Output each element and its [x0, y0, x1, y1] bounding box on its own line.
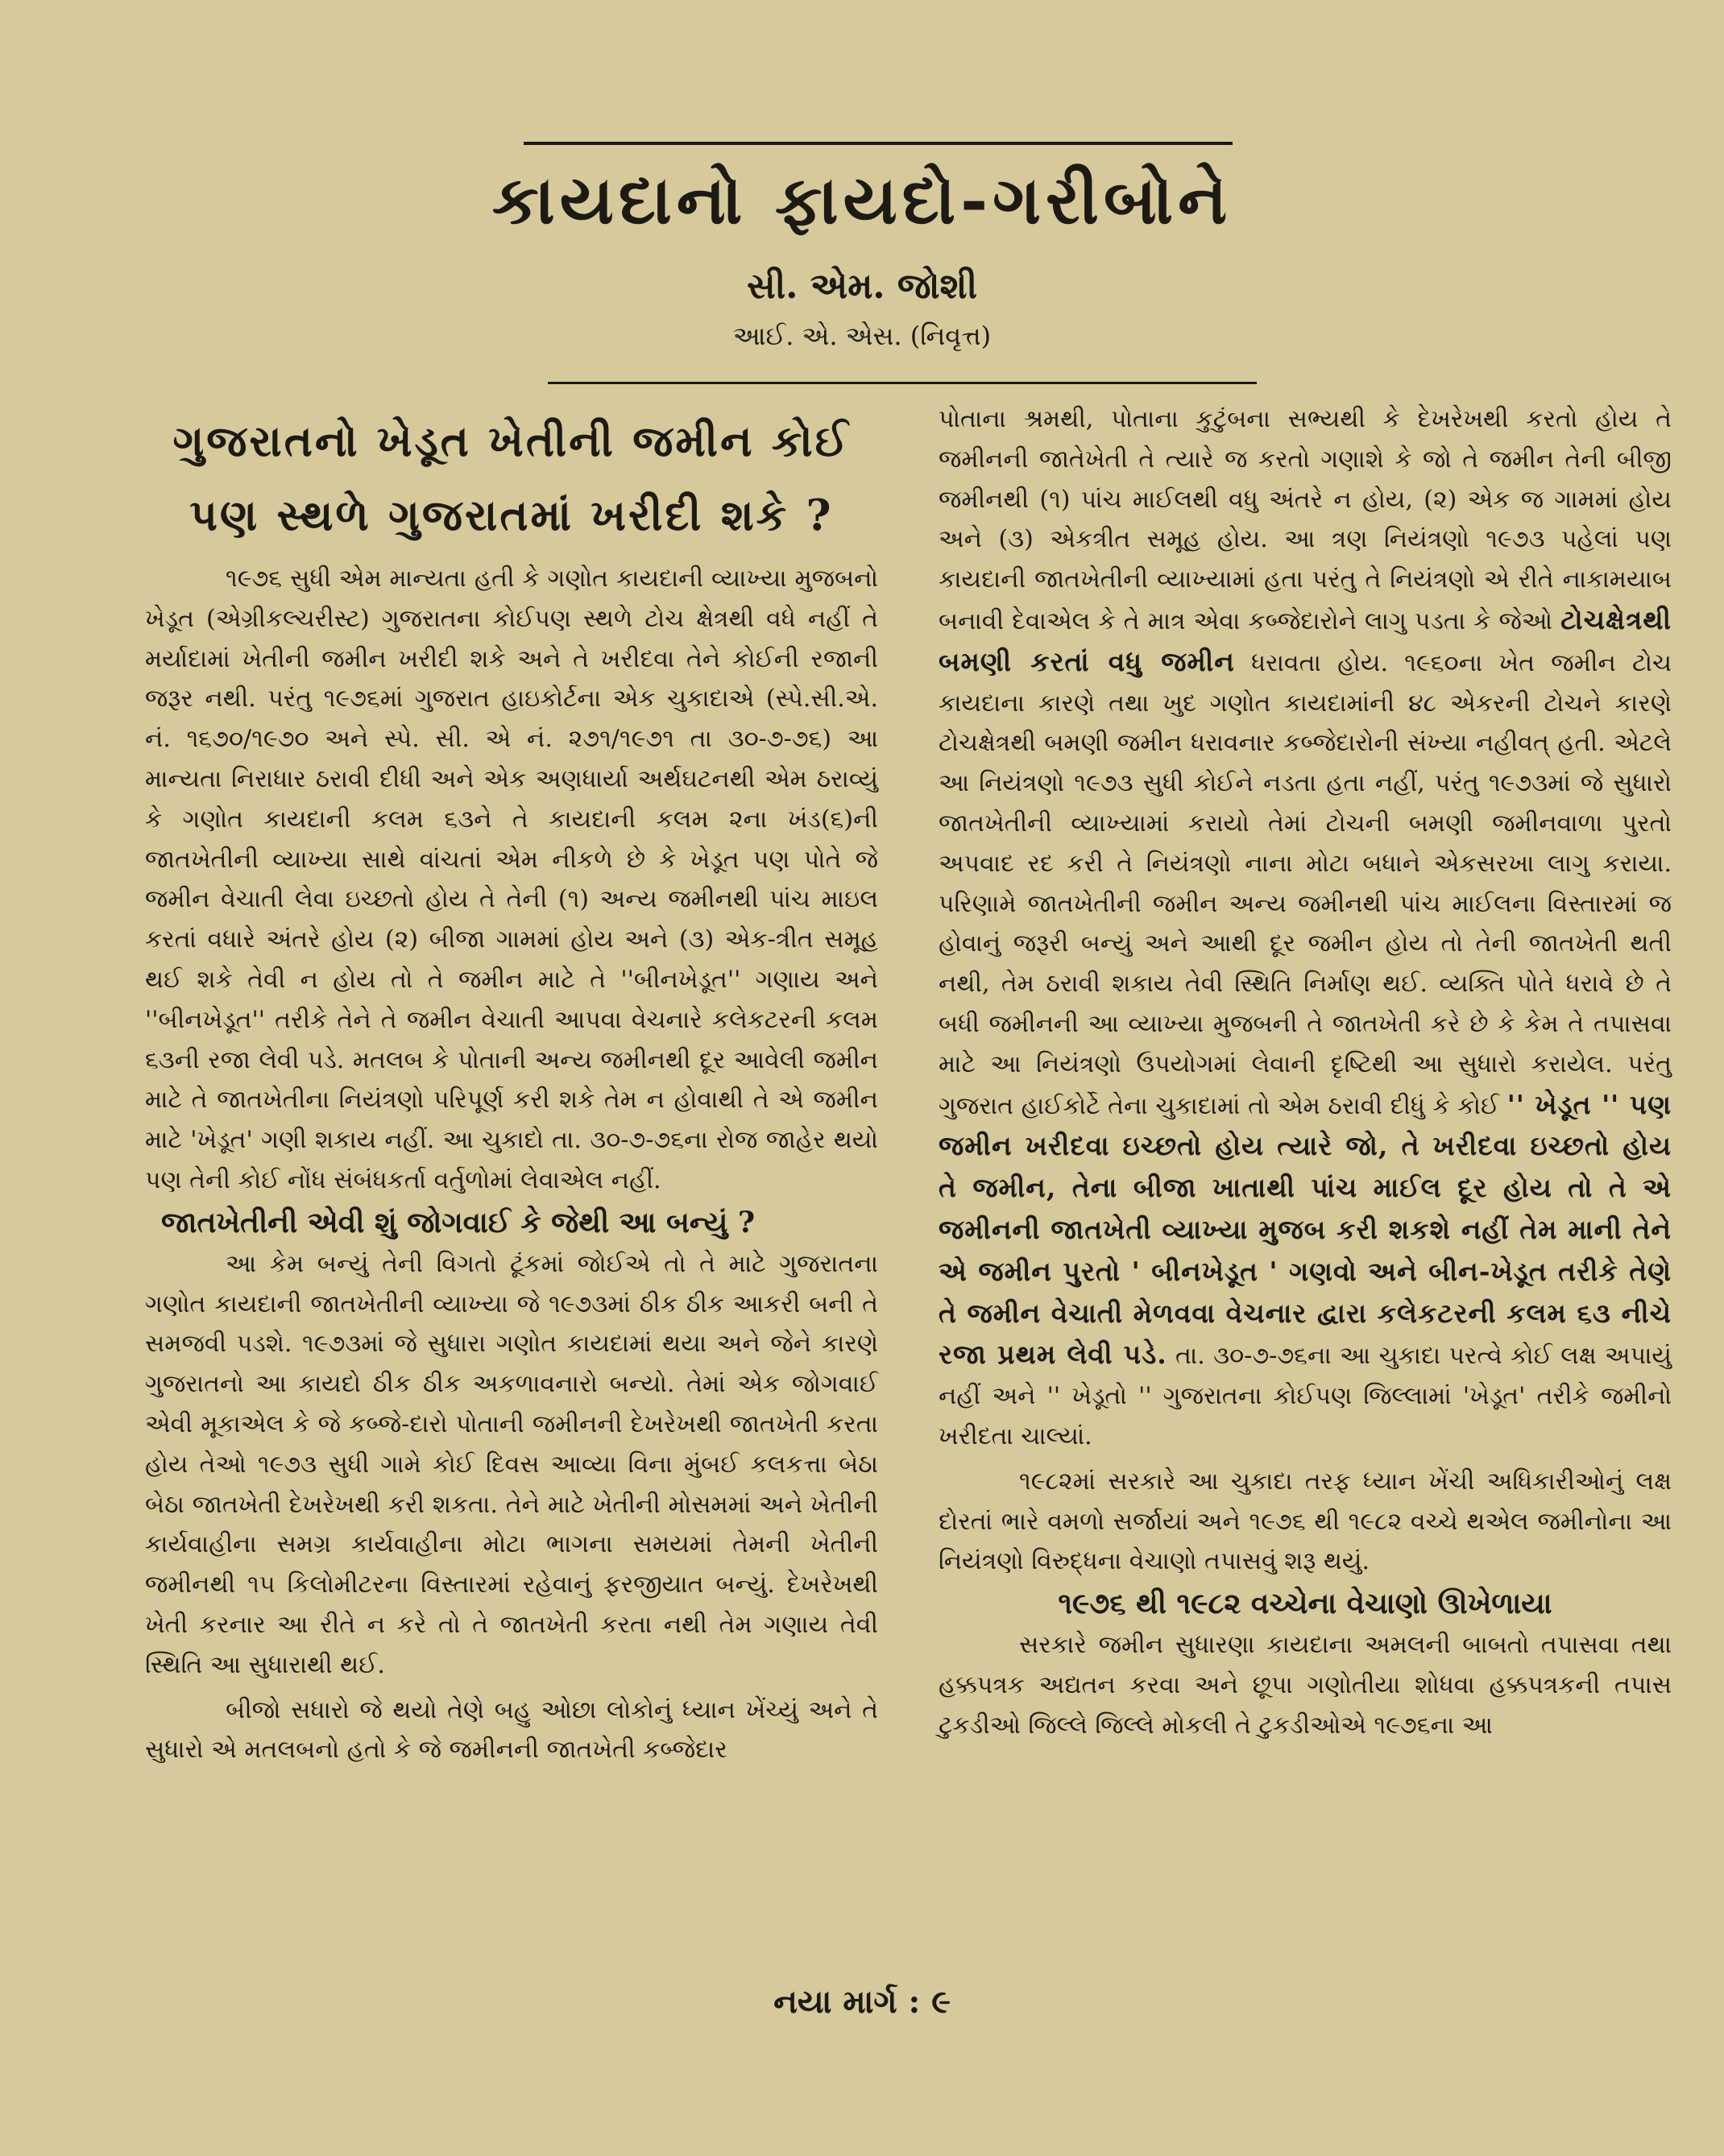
- article-author: સી. એમ. જોશી: [746, 266, 978, 307]
- left-paragraph-3: બીજો સધારો જે થયો તેણે બહુ ઓછા લોકોનું ધ્યાન ખેંચ્યું અને તે સુધારો એ મતલબનો હતો કે જે જમીનની જાતખેતી કબ્જેદાર: [145, 1695, 878, 1765]
- right-paragraph-1c: તા. ૩૦-૭-૭૬ના આ ચુકાદા પરત્વે કોઈ લક્ષ અપાયું નહીં અને '' ખેડૂતો '' ગુજરાતના કોઈપણ જિલ્લામાં 'ખેડૂત' તરીકે જમીનો ખરીદતા ચાલ્યાં.: [939, 1342, 1672, 1450]
- right-paragraph-3: સરકારે જમીન સુધારણા કાયદાના અમલની બાબતો તપાસવા તથા હક્કપત્રક અદ્યતન કરવા અને છૂપા ગણોતીયા શોધવા હક્કપત્રકની તપાસ ટુકડીઓ જિલ્લે જિલ્લે મોકલી તે ટુકડીઓએ ૧૯૭૬ના આ: [939, 1631, 1672, 1740]
- right-emphasis-1: ટોચક્ષેત્રથી બમણી કરતાં વધુ જમીન: [939, 603, 1672, 677]
- top-divider: [524, 142, 1233, 145]
- author-designation: આઈ. એ. એસ. (નિવૃત્ત): [732, 321, 992, 351]
- left-paragraph-2: આ કેમ બન્યું તેની વિગતો ટૂંકમાં જોઈએ તો તે માટે ગુજરાતના ગણોત કાયદાની જાતખેતીની વ્યાખ્યા જે ૧૯૭૩માં ઠીક ઠીક આકરી બની તે સમજવી પડશે. ૧૯૭૩માં જે સુધારા ગણોત કાયદામાં થયા અને જેને કારણે ગુજરાતનો આ કાયદો ઠીક ઠીક અકળાવનારો બન્યો. તેમાં એક જોગવાઈ એવી મૂકાએલ કે જે કબ્જે-દારો પોતાની જમીનની દેખરેખથી જાતખેતી કરતા હોય તેઓ ૧૯૭૩ સુધી ગામે કોઈ દિવસ આવ્યા વિના મુંબઈ કલકત્તા બેઠા બેઠા જાતખેતી દેખરેખથી કરી શકતા. તેને માટે ખેતીની મોસમમાં અને ખેતીની કાર્યવાહીના સમગ્ર કાર્યવાહીના મોટા ભાગના સમયમાં તેમની ખેતીની જમીનથી ૧૫ કિલોમીટરના વિસ્તારમાં રહેવાનું ફરજીયાત બન્યું. દેખરેખથી ખેતી કરનાર આ રીતે ન કરે તો તે જાતખેતી કરતા નથી તેમ ગણાય તેવી સ્થિતિ આ સુધારાથી થઈ.: [145, 1249, 878, 1679]
- question-heading: ગુજરાતનો ખેડૂત ખેતીની જમીન કોઈ પણ સ્થળે ગુજરાતમાં ખરીદી શકે ?: [172, 416, 851, 540]
- right-emphasis-2: '' ખેડૂત '' પણ જમીન ખરીદવા ઇચ્છતો હોય ત્યારે જો, તે ખરીદવા ઇચ્છતો હોય તે જમીન, તેના બીજા ખાતાથી પાંચ માઈલ દૂર હોય તો તે એ જમીનની જાતખેતી વ્યાખ્યા મુજબ કરી શકશે નહીં તેમ માની તેને એ જમીન પુરતો ' બીનખેડૂત ' ગણવો અને બીન-ખેડૂત તરીકે તેણે તે જમીન વેચાતી મેળવવા વેચનાર દ્વારા કલેકટરની કલમ ૬૩ નીચે રજા પ્રથમ લેવી પડે.: [939, 1088, 1672, 1371]
- left-paragraph-1: ૧૯૭૬ સુધી એમ માન્યતા હતી કે ગણોત કાયદાની વ્યાખ્યા મુજબનો ખેડૂત (એગ્રીકલ્ચરીસ્ટ) ગુજરાતના કોઈપણ સ્થળે ટોચ ક્ષેત્રથી વધે નહીં તે મર્યાદામાં ખેતીની જમીન ખરીદી શકે અને તે ખરીદવા તેને કોઈની રજાની જરૂર નથી. પરંતુ ૧૯૭૬માં ગુજરાત હાઇકોર્ટના એક ચુકાદાએ (સ્પે.સી.એ. નં. ૧૬૭૦/૧૯૭૦ અને સ્પે. સી. એ નં. ૨૭૧/૧૯૭૧ તા ૩૦-૭-૭૬) આ માન્યતા નિરાધાર ઠરાવી દીધી અને એક અણધાર્યા અર્થઘટનથી એમ ઠરાવ્યું કે ગણોત કાયદાની કલમ ૬૩ને તે કાયદાની કલમ ૨ના ખંડ(૬)ની જાતખેતીની વ્યાખ્યા સાથે વાંચતાં એમ નીકળે છે કે ખેડૂત પણ પોતે જે જમીન વેચાતી લેવા ઇચ્છતો હોય તે તેની (૧) અન્ય જમીનથી પાંચ માઇલ કરતાં વધારે અંતરે હોય (૨) બીજા ગામમાં હોય અને (૩) એક-ત્રીત સમૂહ થઈ શકે તેવી ન હોય તો તે જમીન માટે તે ''બીનખેડૂત'' ગણાય અને ''બીનખેડૂત'' તરીકે તેને તે જમીન વેચાતી આપવા વેચનારે કલેકટરની કલમ ૬૩ની રજા લેવી પડે. મતલબ કે પોતાની અન્ય જમીનથી દૂર આવેલી જમીન માટે તે જાતખેતીના નિયંત્રણો પરિપૂર્ણ કરી શકે તેમ ન હોવાથી તે એ જમીન માટે 'ખેડૂત' ગણી શકાય નહીં. આ ચુકાદો તા. ૩૦-૭-૭૬ના રોજ જાહેર થયો પણ તેની કોઈ નોંધ સંબંધકર્તા વર્તુળોમાં લેવાએલ નહીં.: [145, 565, 878, 1194]
- left-subheading: જાતખેતીની એવી શું જોગવાઈ કે જેથી આ બન્યું ?: [161, 1205, 756, 1239]
- left-column: [145, 401, 878, 1770]
- right-paragraph-1a: પોતાના શ્રમથી, પોતાના કુટુંબના સભ્યથી કે દેખરેખથી કરતો હોય તે જમીનની જાતેખેતી તે ત્યારે જ કરતો ગણાશે કે જો તે જમીન તેની બીજી જમીનથી (૧) પાંચ માઈલથી વધુ અંતરે ન હોય, (૨) એક જ ગામમાં હોય અને (૩) એકત્રીત સમૂહ હોય. આ ત્રણ નિયંત્રણો ૧૯૭૩ પહેલાં પણ કાયદાની જાતખેતીની વ્યાખ્યામાં હતા પરંતુ તે નિયંત્રણો એ રીતે નાકામયાબ બનાવી દેવાએલ કે તે માત્ર એવા કબ્જેદારોને લાગુ પડતા કે જેઓ: [939, 405, 1672, 635]
- header-divider: [548, 382, 1257, 384]
- right-subheading: ૧૯૭૬ થી ૧૯૮૨ વચ્ચેના વેચાણો ઊખેળાયા: [1058, 1587, 1552, 1621]
- right-paragraph-1b: ધરાવતા હોય. ૧૯૬૦ના ખેત જમીન ટોચ કાયદાના કારણે તથા ખુદ ગણોત કાયદામાંની ૪૮ એકરની ટોચને કારણે ટોચક્ષેત્રથી બમણી જમીન ધરાવનાર કબ્જેદારોની સંખ્યા નહીવત્ હતી. એટલે આ નિયંત્રણો ૧૯૭૩ સુધી કોઈને નડતા હતા નહીં, પરંતુ ૧૯૭૩માં જે સુધારો જાતખેતીની વ્યાખ્યામાં કરાયો તેમાં ટોચની બમણી જમીનવાળા પુરતો અપવાદ રદ કરી તે નિયંત્રણો નાના મોટા બધાને એકસરખા લાગુ કરાયા. પરિણામે જાતખેતીની જમીન અન્ય જમીનથી પાંચ માઈલના વિસ્તારમાં જ હોવાનું જરૂરી બન્યું અને આથી દૂર જમીન હોય તો તેની જાતખેતી થતી નથી, તેમ ઠરાવી શકાય તેવી સ્થિતિ નિર્માણ થઈ. વ્યક્તિ પોતે ધરાવે છે તે બધી જમીનની આ વ્યાખ્યા મુજબની તે જાતખેતી કરે છે કે કેમ તે તપાસવા માટે આ નિયંત્રણો ઉપયોગમાં લેવાની દૃષ્ટિથી આ સુધારો કરાયેલ. પરંતુ ગુજરાત હાઈકોર્ટે તેના ચુકાદામાં તો એમ ઠરાવી દીધું કે કોઈ: [939, 648, 1672, 1120]
- right-paragraph-1: [939, 399, 1672, 1457]
- page-footer: નયા માર્ગ : ૯: [773, 1983, 951, 2021]
- right-column: [939, 399, 1672, 1746]
- right-paragraph-2: ૧૯૮૨માં સરકારે આ ચુકાદા તરફ ધ્યાન ખેંચી અધિકારીઓનું લક્ષ દોરતાં ભારે વમળો સર્જાયાં અને ૧૯૭૬ થી ૧૯૮૨ વચ્ચે થએલ જમીનોના આ નિયંત્રણો વિરુદ્ધના વેચાણો તપાસવું શરૂ થયું.: [939, 1467, 1672, 1576]
- article-title: કાયદાનો ફાયદો-ગરીબોને: [491, 162, 1233, 239]
